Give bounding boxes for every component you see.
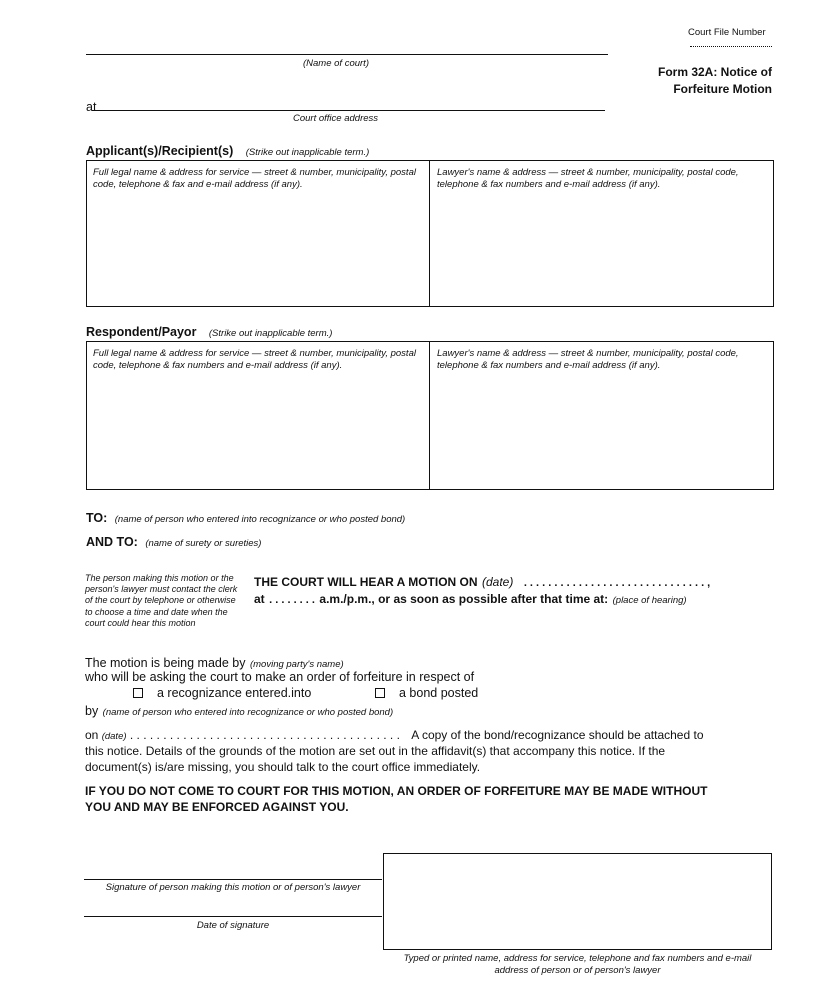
option-bond-label: a bond posted [399,686,479,700]
date-of-signature-label: Date of signature [196,920,270,931]
made-by-note: (moving party's name) [249,659,344,670]
hearing-at-label: at [254,592,265,606]
hearing-place-note: (place of hearing) [612,595,687,606]
to-label: TO: [86,511,108,525]
hearing-date-dots: . . . . . . . . . . . . . . . . . . . . . . . . . . . . . . , [523,577,711,589]
hearing-line1[interactable] [254,573,710,591]
typed-label-line1: Typed or printed name, address for service, telephone and fax numbers and e-mail [403,953,752,964]
respondent-box-divider [429,341,430,490]
at-label: at [86,100,97,114]
hearing-line2[interactable] [254,590,687,608]
respondent-note: (Strike out inapplicable term.) [208,328,333,339]
warning-line2: YOU AND MAY BE ENFORCED AGAINST YOU. [85,800,349,814]
on-date-row[interactable] [85,728,773,742]
warning-line1: IF YOU DO NOT COME TO COURT FOR THIS MOTION, AN ORDER OF FORFEITURE MAY BE MADE WITHOUT [85,784,708,798]
signature-line[interactable] [84,879,382,880]
by-row[interactable] [85,702,393,720]
court-name-line[interactable] [86,54,608,55]
respondent-party-cell[interactable]: Full legal name & address for service — street & number, municipality, postal code, telephone & fax numbers and e-mail address (if any). [93,348,416,371]
court-file-number-label: Court File Number [688,27,766,38]
court-file-number-field[interactable] [690,46,772,47]
side-note: The person making this motion or the person's lawyer must contact the clerk of the court by telephone or otherwise to choose a time and date when the court could hear this motion [85,573,238,628]
court-address-line[interactable] [92,110,605,111]
hearing-date-note: (date) [482,575,514,589]
missing-line: document(s) is/are missing, you should talk to the court office immediately. [85,760,481,774]
signature-label: Signature of person making this motion or of person's lawyer [105,882,361,893]
bond-checkbox[interactable] [375,688,385,698]
applicant-note: (Strike out inapplicable term.) [245,147,370,158]
hearing-time-dots: . . . . . . . . [269,594,315,606]
option-recognizance-label: a recognizance entered.into [157,686,312,700]
on-date-dots: . . . . . . . . . . . . . . . . . . . . . . . . . . . . . . . . . . . . . . . . . [129,728,400,742]
and-to-label: AND TO: [86,535,138,549]
name-of-court-label: (Name of court) [303,58,369,69]
applicant-party-cell[interactable]: Full legal name & address for service — street & number, municipality, postal code, telephone & fax and e-mail address (if any). [93,167,416,190]
on-date-note: (date) [101,731,127,742]
date-of-signature-line[interactable] [84,916,382,917]
on-text: on [85,728,99,742]
and-to-note: (name of surety or sureties) [145,538,262,549]
court-office-address-label: Court office address [293,113,379,124]
typed-name-box[interactable] [383,853,772,950]
respondent-heading: Respondent/Payor [86,325,197,339]
applicant-heading: Applicant(s)/Recipient(s) [86,144,234,158]
to-note: (name of person who entered into recognizance or who posted bond) [114,514,406,525]
option-recognizance[interactable] [133,686,311,700]
form-title-line2: Forfeiture Motion [673,82,772,96]
by-text: by [85,704,99,718]
hearing-line1-text: THE COURT WILL HEAR A MOTION ON [254,575,478,589]
applicant-lawyer-cell[interactable]: Lawyer's name & address — street & number, municipality, postal code, telephone & fax numbers and e-mail address (if any). [437,167,739,190]
applicant-heading-row [86,142,369,160]
recognizance-checkbox[interactable] [133,688,143,698]
by-note: (name of person who entered into recognizance or who posted bond) [102,707,394,718]
hearing-line2-text: a.m./p.m., or as soon as possible after that time at: [319,592,609,606]
made-by-text: The motion is being made by [85,656,246,670]
respondent-heading-row [86,323,332,341]
details-line: this notice. Details of the grounds of the motion are set out in the affidavit(s) that accompany this notice. If the [85,744,666,758]
copy-text: A copy of the bond/recognizance should be attached to [411,728,704,742]
option-bond[interactable] [375,686,478,700]
typed-label-line2: address of person or of person's lawyer [494,965,661,976]
to-row[interactable] [86,509,405,527]
applicant-box-divider [429,160,430,307]
asking-text: who will be asking the court to make an order of forfeiture in respect of [85,670,475,684]
and-to-row[interactable] [86,533,261,551]
form-title-line1: Form 32A: Notice of [657,65,772,79]
respondent-lawyer-cell[interactable]: Lawyer's name & address — street & number, municipality, postal code, telephone & fax numbers and e-mail address (if any). [437,348,739,371]
